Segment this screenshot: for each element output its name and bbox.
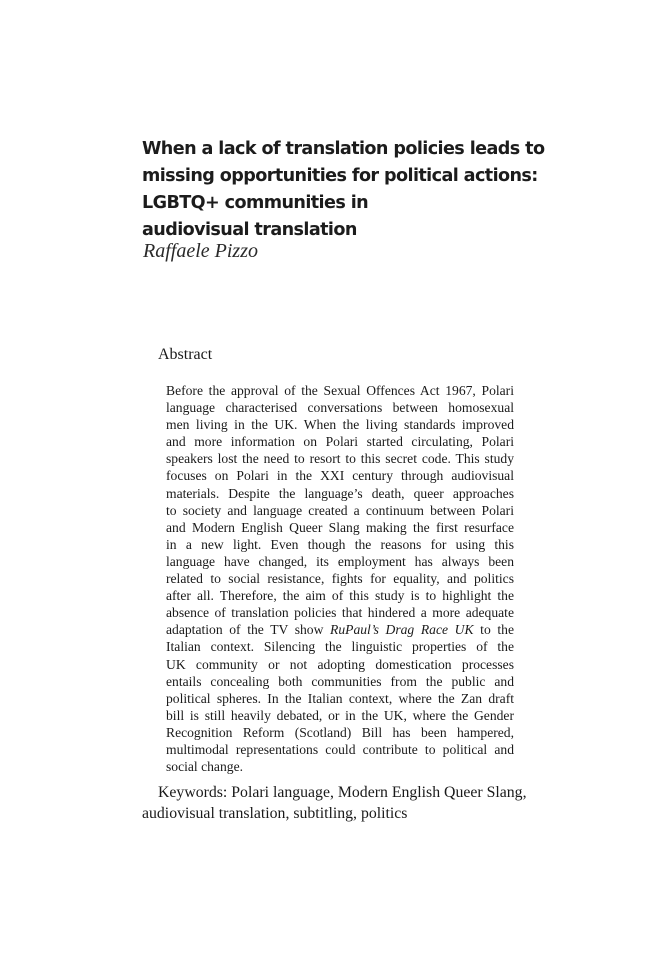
abstract-line: multimodal representations could contribute to political and: [166, 741, 514, 757]
chapter-title: [142, 136, 582, 244]
abstract-line: language have changed, its employment has always been: [166, 553, 514, 569]
abstract-line: social change.: [166, 759, 243, 775]
abstract-line: entails concealing both communities from the public and: [166, 673, 514, 689]
title-line: audiovisual translation: [142, 220, 357, 240]
abstract-line: bill is still heavily debated, or in the UK, where the Gender: [166, 707, 514, 723]
abstract-line: political spheres. In the Italian context, where the Zan draft: [166, 690, 514, 706]
abstract-line: language characterised conversations between homosexual: [166, 400, 514, 416]
show-title: RuPaul’s Drag Race UK: [330, 622, 474, 638]
title-line: When a lack of translation policies leads to: [142, 139, 545, 159]
keywords-line: Keywords: Polari language, Modern English Queer Slang,: [158, 784, 527, 801]
title-line: LGBTQ+ communities in: [142, 193, 369, 213]
keywords-line: audiovisual translation, subtitling, politics: [142, 805, 408, 822]
abstract-line: Recognition Reform (Scotland) Bill has been hampered,: [166, 724, 514, 740]
abstract-line: Before the approval of the Sexual Offences Act 1967, Polari: [166, 383, 514, 398]
abstract-line: Italian context. Silencing the linguistic properties of the: [166, 639, 514, 655]
abstract-line: related to social resistance, fights for equality, and politics: [166, 571, 514, 587]
abstract-line: in a new light. Even though the reasons for using this: [166, 536, 514, 552]
abstract-line: to society and language created a continuum between Polari: [166, 502, 514, 518]
abstract-line: men living in the UK. When the living standards improved: [166, 417, 514, 433]
abstract-line: materials. Despite the language’s death, queer approaches: [166, 485, 514, 501]
abstract-line: UK community or not adopting domestication processes: [166, 656, 514, 672]
abstract-line-segment: adaptation of the TV show: [166, 622, 331, 638]
title-line: missing opportunities for political actions:: [142, 166, 538, 186]
abstract-line: speakers lost the need to resort to this secret code. This study: [166, 451, 514, 467]
keywords: [142, 782, 542, 824]
abstract-line: focuses on Polari in the XXI century through audiovisual: [166, 468, 514, 484]
abstract-line-segment: to the: [473, 622, 514, 638]
abstract-line-with-show-title: [166, 621, 514, 638]
abstract-line: and Modern English Queer Slang making the first resurface: [166, 519, 514, 535]
abstract-line: after all. Therefore, the aim of this study is to highlight the: [166, 588, 514, 604]
author-name: Raffaele Pizzo: [143, 240, 258, 262]
abstract-heading: Abstract: [158, 346, 213, 363]
abstract-body: [166, 382, 514, 775]
abstract-line: and more information on Polari started circulating, Polari: [166, 434, 514, 450]
abstract-line: absence of translation policies that hindered a more adequate: [166, 605, 514, 621]
